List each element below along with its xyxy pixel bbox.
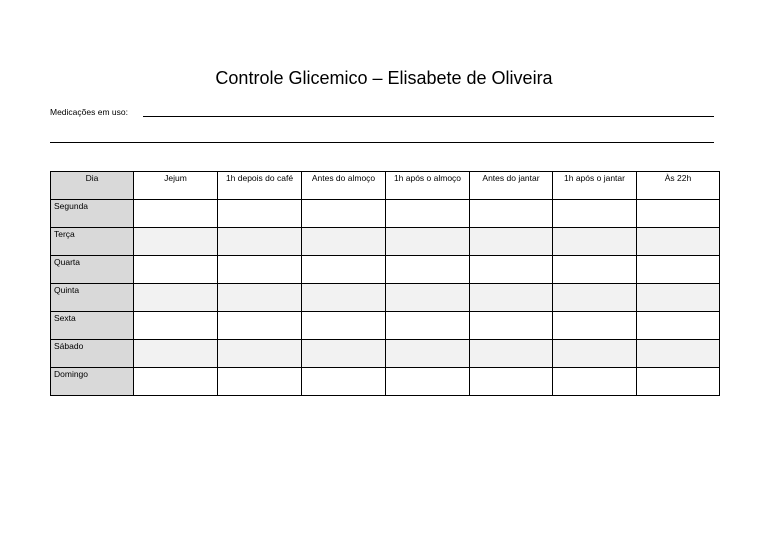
- day-label: Terça: [51, 228, 134, 256]
- table-row: [51, 312, 720, 340]
- reading-cell[interactable]: [386, 200, 470, 228]
- reading-cell[interactable]: [218, 284, 302, 312]
- reading-cell[interactable]: [302, 284, 386, 312]
- day-label: Quinta: [51, 284, 134, 312]
- reading-cell[interactable]: [386, 228, 470, 256]
- medications-label: Medicações em uso:: [50, 107, 128, 117]
- reading-cell[interactable]: [637, 228, 720, 256]
- reading-cell[interactable]: [470, 256, 553, 284]
- reading-cell[interactable]: [386, 368, 470, 396]
- header-antes-jantar: Antes do jantar: [470, 172, 553, 200]
- page-title: Controle Glicemico – Elisabete de Oliveira: [215, 68, 553, 88]
- reading-cell[interactable]: [302, 368, 386, 396]
- reading-cell[interactable]: [302, 312, 386, 340]
- table-row: [51, 284, 720, 312]
- day-label: Quarta: [51, 256, 134, 284]
- reading-cell[interactable]: [470, 284, 553, 312]
- reading-cell[interactable]: [134, 340, 218, 368]
- day-label: Sexta: [51, 312, 134, 340]
- reading-cell[interactable]: [218, 368, 302, 396]
- reading-cell[interactable]: [553, 284, 637, 312]
- medications-write-line: [143, 116, 714, 117]
- reading-cell[interactable]: [302, 340, 386, 368]
- reading-cell[interactable]: [218, 256, 302, 284]
- table-row: [51, 228, 720, 256]
- reading-cell[interactable]: [386, 340, 470, 368]
- reading-cell[interactable]: [218, 340, 302, 368]
- header-antes-almoco: Antes do almoço: [302, 172, 386, 200]
- reading-cell[interactable]: [637, 340, 720, 368]
- medications-write-line-2: [50, 142, 714, 143]
- reading-cell[interactable]: [637, 200, 720, 228]
- reading-cell[interactable]: [386, 284, 470, 312]
- table-header-row: [51, 172, 720, 200]
- reading-cell[interactable]: [470, 368, 553, 396]
- table-row: [51, 340, 720, 368]
- day-label: Domingo: [51, 368, 134, 396]
- header-dia: Dia: [51, 172, 134, 200]
- reading-cell[interactable]: [470, 228, 553, 256]
- reading-cell[interactable]: [553, 228, 637, 256]
- reading-cell[interactable]: [553, 256, 637, 284]
- reading-cell[interactable]: [218, 228, 302, 256]
- table-row: [51, 256, 720, 284]
- reading-cell[interactable]: [302, 256, 386, 284]
- reading-cell[interactable]: [134, 312, 218, 340]
- header-jejum: Jejum: [134, 172, 218, 200]
- reading-cell[interactable]: [134, 200, 218, 228]
- reading-cell[interactable]: [302, 228, 386, 256]
- reading-cell[interactable]: [470, 340, 553, 368]
- header-1h-depois-cafe: 1h depois do café: [218, 172, 302, 200]
- reading-cell[interactable]: [134, 368, 218, 396]
- header-1h-apos-almoco: 1h após o almoço: [386, 172, 470, 200]
- reading-cell[interactable]: [637, 284, 720, 312]
- header-22h: Às 22h: [637, 172, 720, 200]
- day-label: Segunda: [51, 200, 134, 228]
- glucose-log-table: [50, 171, 720, 396]
- reading-cell[interactable]: [637, 256, 720, 284]
- reading-cell[interactable]: [553, 312, 637, 340]
- reading-cell[interactable]: [302, 200, 386, 228]
- reading-cell[interactable]: [386, 256, 470, 284]
- reading-cell[interactable]: [386, 312, 470, 340]
- reading-cell[interactable]: [470, 200, 553, 228]
- header-1h-apos-jantar: 1h após o jantar: [553, 172, 637, 200]
- table-row: [51, 200, 720, 228]
- reading-cell[interactable]: [553, 200, 637, 228]
- reading-cell[interactable]: [134, 284, 218, 312]
- reading-cell[interactable]: [218, 312, 302, 340]
- table-row: [51, 368, 720, 396]
- reading-cell[interactable]: [553, 340, 637, 368]
- day-label: Sábado: [51, 340, 134, 368]
- reading-cell[interactable]: [134, 256, 218, 284]
- reading-cell[interactable]: [637, 368, 720, 396]
- reading-cell[interactable]: [637, 312, 720, 340]
- reading-cell[interactable]: [134, 228, 218, 256]
- reading-cell[interactable]: [470, 312, 553, 340]
- reading-cell[interactable]: [553, 368, 637, 396]
- reading-cell[interactable]: [218, 200, 302, 228]
